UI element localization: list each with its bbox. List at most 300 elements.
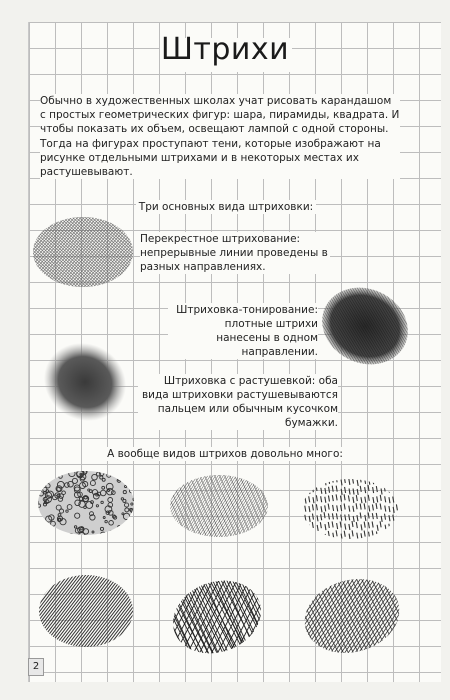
dash-mark	[392, 477, 393, 483]
dash-mark	[352, 521, 353, 527]
dash-mark	[325, 479, 326, 485]
stipple-mark	[62, 468, 66, 470]
dash-mark	[337, 523, 338, 529]
dash-mark	[373, 478, 374, 484]
stipple-mark	[36, 500, 38, 504]
mixed-line	[399, 576, 405, 656]
fine-line	[213, 472, 243, 540]
dash-mark	[336, 486, 337, 492]
dash-mark	[336, 530, 337, 536]
dash-mark	[372, 521, 373, 527]
dash-mark	[380, 495, 381, 501]
hatch-line	[28, 212, 35, 292]
dash-mark	[376, 478, 377, 484]
dash-mark	[372, 540, 373, 542]
mixed-line	[325, 576, 365, 656]
fine-line	[193, 472, 223, 540]
curve-line	[210, 578, 250, 656]
dash-mark	[372, 504, 373, 510]
dash-mark	[357, 489, 358, 495]
dash-mark	[380, 504, 381, 510]
fine-line	[248, 472, 270, 540]
hatch-line	[28, 212, 38, 292]
dash-mark	[364, 531, 365, 537]
hatch-line	[130, 212, 138, 292]
dash-mark	[360, 512, 361, 518]
dash-mark	[364, 522, 365, 528]
dash-mark	[376, 531, 377, 537]
intro-paragraph: Обычно в художественных школах учат рисовать карандашом с простых геометрических фигур: шара, пирамиды, квадрата. И чтобы показать их объем, освещают лампой с одной стороны. Тогда на фигурах проступают тени, которые изображают на рисунке отдельными штрихами и в некоторых местах их растушевывают.	[40, 95, 400, 179]
diag-line	[36, 572, 46, 650]
stipple-mark	[59, 470, 63, 474]
dash-mark	[325, 488, 326, 494]
dash-mark	[309, 496, 310, 502]
dash-mark	[336, 494, 337, 500]
fine-line	[203, 472, 233, 540]
stipple-mark	[123, 532, 127, 536]
dash-mark	[368, 522, 369, 528]
dash-mark	[337, 541, 338, 542]
hatch-line	[134, 212, 138, 292]
curve-line	[265, 578, 266, 656]
diag-line	[36, 572, 88, 650]
diag-line	[121, 572, 136, 650]
dash-mark	[357, 515, 358, 521]
dash-mark	[397, 496, 398, 502]
dash-mark	[305, 515, 306, 521]
dash-mark	[385, 478, 386, 484]
stipple-mark	[41, 527, 46, 532]
stipple-mark	[68, 469, 70, 471]
dash-mark	[376, 541, 377, 542]
dash-mark	[325, 505, 326, 511]
dash-mark	[393, 489, 394, 495]
dash-mark	[308, 540, 309, 542]
dash-mark	[332, 540, 333, 542]
dash-mark	[352, 530, 353, 536]
dash-mark	[309, 525, 310, 531]
dash-mark	[336, 476, 337, 482]
stipple-mark	[50, 468, 56, 471]
dash-mark	[309, 478, 310, 484]
dash-mark	[308, 531, 309, 537]
fine-line	[223, 472, 253, 540]
dash-mark	[349, 524, 350, 530]
dash-mark	[389, 524, 390, 530]
hatch-line	[131, 212, 138, 292]
mixed-line	[335, 576, 375, 656]
stipple-mark	[129, 522, 133, 526]
dash-mark	[381, 516, 382, 522]
fine-line	[198, 472, 228, 540]
diag-line	[109, 572, 136, 650]
mixed-line	[300, 576, 305, 656]
dash-mark	[325, 497, 326, 503]
stipple-swatch	[36, 468, 136, 538]
fine-line	[254, 472, 270, 540]
dash-mark	[353, 516, 354, 522]
diag-line	[127, 572, 136, 650]
dash-mark	[381, 488, 382, 494]
dash-mark	[344, 477, 345, 483]
dash-mark	[345, 487, 346, 493]
dash-mark	[341, 534, 342, 540]
stipple-mark	[49, 477, 53, 481]
dash-mark	[368, 495, 369, 501]
dash-mark	[333, 505, 334, 511]
fine-line	[228, 472, 258, 540]
mixed-line	[390, 576, 404, 656]
diag-line	[36, 572, 70, 650]
dash-mark	[312, 531, 313, 537]
fine-line	[168, 472, 169, 540]
stipple-mark	[36, 479, 39, 482]
stipple-mark	[36, 519, 39, 523]
dash-mark	[321, 488, 322, 494]
dash-mark	[349, 488, 350, 494]
hatch-line	[28, 212, 31, 292]
fine-line	[168, 472, 198, 540]
stipple-mark	[43, 471, 46, 474]
dash-mark	[348, 495, 349, 501]
mixed-line	[400, 576, 404, 656]
hatch-line	[28, 212, 57, 292]
dash-mark	[380, 521, 381, 527]
dash-mark	[396, 476, 397, 482]
dash-mark	[369, 532, 370, 538]
fine-line	[264, 472, 270, 540]
dash-mark	[329, 478, 330, 484]
dash-mark	[365, 497, 366, 503]
fine-line	[258, 472, 270, 540]
hatch-line	[137, 212, 138, 292]
dash-mark	[353, 488, 354, 494]
dash-mark	[361, 524, 362, 530]
dash-mark	[385, 514, 386, 520]
fine-line	[233, 472, 263, 540]
dash-mark	[393, 515, 394, 521]
dash-mark	[328, 513, 329, 519]
dash-mark	[357, 480, 358, 486]
dash-mark	[385, 496, 386, 502]
dash-mark	[353, 497, 354, 503]
cross-hatching-swatch	[28, 212, 138, 292]
dash-mark	[317, 525, 318, 531]
hatching-types-heading: Три основных вида штриховки:	[136, 200, 316, 214]
dash-mark	[336, 513, 337, 519]
hatch-line	[134, 212, 138, 292]
dash-mark	[305, 480, 306, 486]
dash-mark	[332, 495, 333, 501]
dash-mark	[396, 531, 397, 537]
dash-mark	[305, 498, 306, 504]
dash-mark	[337, 505, 338, 511]
vertical-dash-swatch	[300, 476, 400, 542]
toning-swatch	[318, 285, 413, 367]
tone-line	[318, 285, 323, 367]
dash-mark	[393, 507, 394, 513]
stipple-mark	[42, 477, 46, 481]
dash-mark	[361, 497, 362, 503]
page-title: Штрихи	[160, 32, 290, 67]
dash-mark	[332, 521, 333, 527]
stipple-mark	[43, 481, 46, 484]
curve-line	[262, 578, 266, 656]
diag-line	[133, 572, 136, 650]
hatch-line	[28, 212, 38, 292]
dash-mark	[316, 495, 317, 501]
dash-mark	[368, 485, 369, 491]
dash-mark	[353, 506, 354, 512]
dash-mark	[312, 522, 313, 528]
toning-text: Штриховка-тонирование: плотные штрихи нанесены в одном направлении.	[168, 303, 318, 359]
hatch-line	[128, 212, 138, 292]
dash-mark	[388, 487, 389, 493]
dash-mark	[360, 476, 361, 482]
dash-mark	[313, 497, 314, 503]
dash-mark	[320, 522, 321, 528]
fine-line	[168, 472, 205, 540]
stipple-mark	[38, 530, 45, 537]
mixed-hatch-swatch	[300, 576, 404, 656]
stipple-mark	[118, 526, 121, 529]
dash-mark	[317, 515, 318, 521]
dash-mark	[368, 512, 369, 518]
dash-mark	[360, 486, 361, 492]
dash-mark	[304, 540, 305, 542]
dash-mark	[316, 485, 317, 491]
dash-mark	[372, 530, 373, 536]
dash-mark	[380, 539, 381, 542]
dash-mark	[385, 525, 386, 531]
dash-mark	[369, 505, 370, 511]
dash-mark	[389, 515, 390, 521]
dash-mark	[328, 504, 329, 510]
dash-mark	[381, 479, 382, 485]
dash-mark	[345, 515, 346, 521]
hatch-line	[124, 212, 138, 292]
curve-line	[258, 578, 266, 656]
dash-mark	[396, 540, 397, 542]
dash-mark	[316, 540, 317, 542]
tone-line	[408, 285, 413, 367]
hatch-line	[28, 212, 34, 292]
fine-line	[267, 472, 270, 540]
dash-mark	[377, 496, 378, 502]
blending-swatch	[40, 340, 130, 425]
dash-mark	[332, 486, 333, 492]
dash-mark	[321, 506, 322, 512]
dash-mark	[341, 505, 342, 511]
fine-line	[168, 472, 193, 540]
curve-line	[246, 578, 266, 656]
dash-mark	[389, 478, 390, 484]
fine-line	[168, 472, 183, 540]
dash-mark	[321, 533, 322, 539]
hatch-line	[127, 212, 138, 292]
dash-mark	[325, 524, 326, 530]
dash-mark	[389, 506, 390, 512]
dash-mark	[376, 503, 377, 509]
dash-mark	[349, 534, 350, 540]
curve-line	[168, 578, 171, 656]
stipple-mark	[129, 521, 136, 528]
dash-mark	[328, 540, 329, 542]
dash-mark	[357, 533, 358, 539]
dash-mark	[349, 506, 350, 512]
dash-mark	[388, 530, 389, 536]
stipple-mark	[109, 531, 113, 535]
stipple-mark	[36, 534, 39, 538]
hatch-line	[121, 212, 138, 292]
tone-line	[318, 285, 321, 367]
dash-mark	[373, 497, 374, 503]
stipple-mark	[118, 479, 120, 481]
dash-mark	[320, 477, 321, 483]
dash-mark	[312, 504, 313, 510]
dash-mark	[349, 514, 350, 520]
curve-line	[168, 578, 171, 656]
mixed-line	[300, 576, 310, 656]
dash-mark	[372, 513, 373, 519]
dash-mark	[344, 494, 345, 500]
dash-mark	[393, 525, 394, 531]
dash-mark	[344, 503, 345, 509]
mixed-line	[300, 576, 340, 656]
dash-mark	[397, 523, 398, 529]
stipple-mark	[64, 468, 69, 473]
dash-mark	[341, 489, 342, 495]
dash-mark	[332, 477, 333, 483]
dash-mark	[321, 514, 322, 520]
dash-mark	[384, 531, 385, 537]
hatch-line	[28, 212, 44, 292]
fine-line	[168, 472, 184, 540]
dash-mark	[340, 522, 341, 528]
diag-line	[85, 572, 136, 650]
stipple-mark	[124, 473, 128, 477]
dash-mark	[324, 512, 325, 518]
hatch-line	[28, 212, 44, 292]
page-number: 2	[28, 658, 44, 676]
dash-mark	[332, 513, 333, 519]
dash-mark	[325, 534, 326, 540]
curve-line	[168, 578, 172, 656]
dash-mark	[365, 487, 366, 493]
curve-line	[168, 578, 190, 656]
mixed-line	[300, 576, 303, 656]
many-types-text: А вообще видов штрихов довольно много:	[100, 447, 350, 461]
dash-mark	[304, 486, 305, 492]
stipple-mark	[47, 468, 53, 472]
dash-mark	[304, 521, 305, 527]
dash-mark	[384, 540, 385, 542]
blending-text: Штриховка с растушевкой: оба вида штриховки растушевываются пальцем или обычным кусочком бумажки.	[138, 374, 338, 430]
fine-line	[263, 472, 270, 540]
mixed-line	[300, 576, 307, 656]
mixed-line	[300, 576, 310, 656]
diagonal-hatch-swatch	[36, 572, 136, 650]
dash-mark	[333, 533, 334, 539]
dash-mark	[329, 487, 330, 493]
dash-mark	[376, 486, 377, 492]
hatch-line	[28, 212, 83, 292]
dash-mark	[356, 495, 357, 501]
fine-line	[269, 472, 270, 540]
diag-line	[103, 572, 136, 650]
dash-mark	[364, 503, 365, 509]
dash-mark	[309, 516, 310, 522]
dash-mark	[349, 479, 350, 485]
fine-line	[208, 472, 238, 540]
stipple-mark	[110, 471, 114, 475]
dash-mark	[304, 531, 305, 537]
dash-mark	[317, 480, 318, 486]
hatch-line	[28, 212, 32, 292]
dash-mark	[360, 504, 361, 510]
dash-mark	[384, 485, 385, 491]
dash-mark	[373, 487, 374, 493]
dash-mark	[312, 514, 313, 520]
stipple-mark	[42, 531, 45, 534]
stipple-mark	[36, 510, 38, 512]
stipple-mark	[42, 468, 47, 472]
stipple-mark	[133, 498, 136, 501]
dash-mark	[396, 486, 397, 492]
stipple-mark	[37, 489, 41, 493]
dash-mark	[328, 531, 329, 537]
dash-mark	[305, 506, 306, 512]
dash-mark	[309, 488, 310, 494]
dash-mark	[309, 506, 310, 512]
dash-mark	[340, 496, 341, 502]
stipple-mark	[68, 533, 74, 538]
mixed-line	[402, 576, 404, 656]
hatch-line	[28, 212, 57, 292]
dash-mark	[393, 497, 394, 503]
fine-line	[268, 472, 270, 540]
mixed-line	[305, 576, 345, 656]
stipple-mark	[36, 521, 40, 525]
fine-line-swatch	[168, 472, 270, 540]
mixed-line	[360, 576, 400, 656]
dash-mark	[365, 515, 366, 521]
dash-mark	[377, 525, 378, 531]
dash-mark	[328, 496, 329, 502]
dash-mark	[341, 479, 342, 485]
curve-line	[264, 578, 266, 656]
dash-mark	[344, 531, 345, 537]
dash-mark	[352, 478, 353, 484]
curved-hatch-swatch	[168, 578, 266, 656]
stipple-mark	[112, 530, 117, 535]
dash-mark	[328, 522, 329, 528]
fine-line	[168, 472, 171, 540]
mixed-line	[395, 576, 404, 656]
mixed-line	[375, 576, 404, 656]
fine-line	[168, 472, 189, 540]
fine-line	[168, 472, 210, 540]
curve-line	[168, 578, 180, 656]
dash-mark	[385, 506, 386, 512]
hatch-line	[112, 212, 138, 292]
mixed-line	[330, 576, 370, 656]
dash-mark	[324, 539, 325, 542]
dash-mark	[369, 479, 370, 485]
mixed-line	[340, 576, 380, 656]
dash-mark	[396, 504, 397, 510]
dash-mark	[321, 496, 322, 502]
